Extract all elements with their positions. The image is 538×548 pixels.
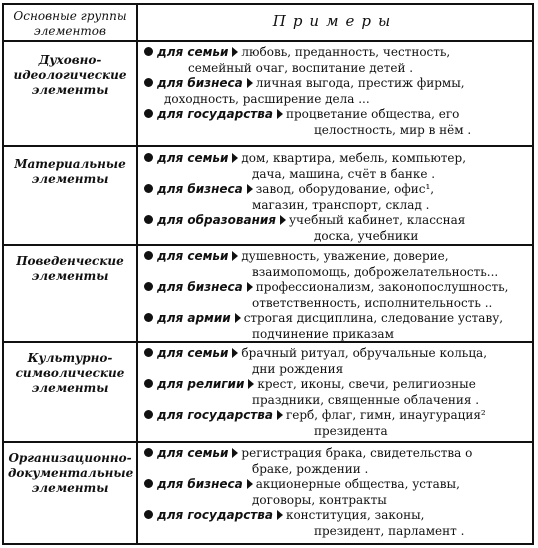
example-line2: доходность, расширение дела ... <box>164 91 370 106</box>
examples-organizational <box>144 446 530 539</box>
bullet-icon <box>144 448 153 457</box>
example-line1: строгая дисциплина, следование уставу, <box>243 311 504 325</box>
example-line2: браке, рождении . <box>252 461 369 476</box>
example-line1: крест, иконы, свечи, религиозные <box>257 377 476 391</box>
examples-spiritual <box>144 45 530 138</box>
bullet-icon <box>144 153 153 162</box>
example-key: для государства <box>157 107 273 121</box>
example-item <box>144 446 530 477</box>
examples-behavioral <box>144 249 530 342</box>
example-key: для семьи <box>157 249 229 263</box>
example-key: для образования <box>157 213 276 227</box>
example-key: для государства <box>157 508 273 522</box>
example-key: для семьи <box>157 151 229 165</box>
example-key: для армии <box>157 311 231 325</box>
arrow-icon <box>277 510 283 520</box>
bullet-icon <box>144 379 153 388</box>
arrow-icon <box>232 251 238 261</box>
example-line1: конституция, законы, <box>285 508 425 522</box>
examples-table <box>2 3 534 545</box>
row-divider <box>4 145 532 147</box>
example-line1: регистрация брака, свидетельства о <box>241 446 473 460</box>
example-line2: подчинение приказам <box>252 326 394 341</box>
example-line1: дом, квартира, мебель, компьютер, <box>241 151 467 165</box>
examples-material <box>144 151 530 244</box>
example-item <box>144 182 530 213</box>
bullet-icon <box>144 282 153 291</box>
example-item <box>144 346 530 377</box>
example-key: для бизнеса <box>157 280 243 294</box>
example-line1: брачный ритуал, обручальные кольца, <box>241 346 488 360</box>
example-item <box>144 280 530 311</box>
example-line1: завод, оборудование, офис¹, <box>255 182 435 196</box>
example-line2: праздники, священные облачения . <box>252 392 480 407</box>
bullet-icon <box>144 479 153 488</box>
example-key: для бизнеса <box>157 76 243 90</box>
arrow-icon <box>232 47 238 57</box>
example-item <box>144 311 530 342</box>
example-item <box>144 508 530 539</box>
row-divider <box>4 441 532 443</box>
example-line2: ответственность, исполнительность .. <box>252 295 493 310</box>
example-item <box>144 408 530 439</box>
example-line2: взаимопомощь, доброжелательность... <box>252 264 499 279</box>
example-key: для религии <box>157 377 245 391</box>
header-groups: Основные группы элементов <box>13 9 127 38</box>
bullet-icon <box>144 109 153 118</box>
example-line1: процветание общества, его <box>285 107 460 121</box>
arrow-icon <box>247 479 253 489</box>
category-cultural: Культурно-символические элементы <box>15 351 125 395</box>
arrow-icon <box>232 153 238 163</box>
example-item <box>144 151 530 182</box>
example-item <box>144 107 530 138</box>
category-organizational: Организационно-документальные элементы <box>8 451 134 495</box>
arrow-icon <box>232 348 238 358</box>
example-line1: профессионализм, законопослушность, <box>255 280 509 294</box>
arrow-icon <box>232 448 238 458</box>
header-examples: Примеры <box>272 12 398 30</box>
category-material: Материальные элементы <box>14 157 126 186</box>
examples-cultural <box>144 346 530 439</box>
example-line1: личная выгода, престиж фирмы, <box>255 76 465 90</box>
example-line2: договоры, контракты <box>252 492 387 507</box>
example-key: для семьи <box>157 446 229 460</box>
arrow-icon <box>247 282 253 292</box>
row-divider <box>4 244 532 246</box>
example-line1: акционерные общества, уставы, <box>255 477 460 491</box>
arrow-icon <box>247 184 253 194</box>
arrow-icon <box>280 215 286 225</box>
bullet-icon <box>144 47 153 56</box>
arrow-icon <box>277 109 283 119</box>
example-line1: душевность, уважение, доверие, <box>241 249 449 263</box>
arrow-icon <box>247 78 253 88</box>
example-line2: дача, машина, счёт в банке . <box>252 166 436 181</box>
bullet-icon <box>144 313 153 322</box>
example-item <box>144 76 530 107</box>
arrow-icon <box>248 379 254 389</box>
example-item <box>144 377 530 408</box>
example-line2: президент, парламент . <box>314 523 465 538</box>
bullet-icon <box>144 410 153 419</box>
example-line2: магазин, транспорт, склад . <box>252 197 430 212</box>
column-divider <box>136 5 138 543</box>
example-item <box>144 45 530 76</box>
example-line1: любовь, преданность, честность, <box>241 45 451 59</box>
example-line2: дни рождения <box>252 361 344 376</box>
example-key: для семьи <box>157 45 229 59</box>
example-line1: учебный кабинет, классная <box>289 213 466 227</box>
category-behavioral: Поведенческие элементы <box>16 254 124 283</box>
bullet-icon <box>144 251 153 260</box>
example-line2: семейный очаг, воспитание детей . <box>188 60 414 75</box>
example-line2: президента <box>314 423 388 438</box>
example-item <box>144 477 530 508</box>
arrow-icon <box>235 313 241 323</box>
bullet-icon <box>144 348 153 357</box>
example-line1: герб, флаг, гимн, инаугурация² <box>285 408 486 422</box>
example-key: для бизнеса <box>157 182 243 196</box>
example-key: для семьи <box>157 346 229 360</box>
example-key: для бизнеса <box>157 477 243 491</box>
example-line2: доска, учебники <box>314 228 419 243</box>
bullet-icon <box>144 184 153 193</box>
row-divider <box>4 341 532 343</box>
example-item <box>144 213 530 244</box>
example-item <box>144 249 530 280</box>
example-key: для государства <box>157 408 273 422</box>
category-spiritual: Духовно-идеологические элементы <box>13 53 127 97</box>
bullet-icon <box>144 78 153 87</box>
arrow-icon <box>277 410 283 420</box>
example-line2: целостность, мир в нём . <box>314 122 472 137</box>
bullet-icon <box>144 510 153 519</box>
bullet-icon <box>144 215 153 224</box>
row-divider <box>4 40 532 42</box>
